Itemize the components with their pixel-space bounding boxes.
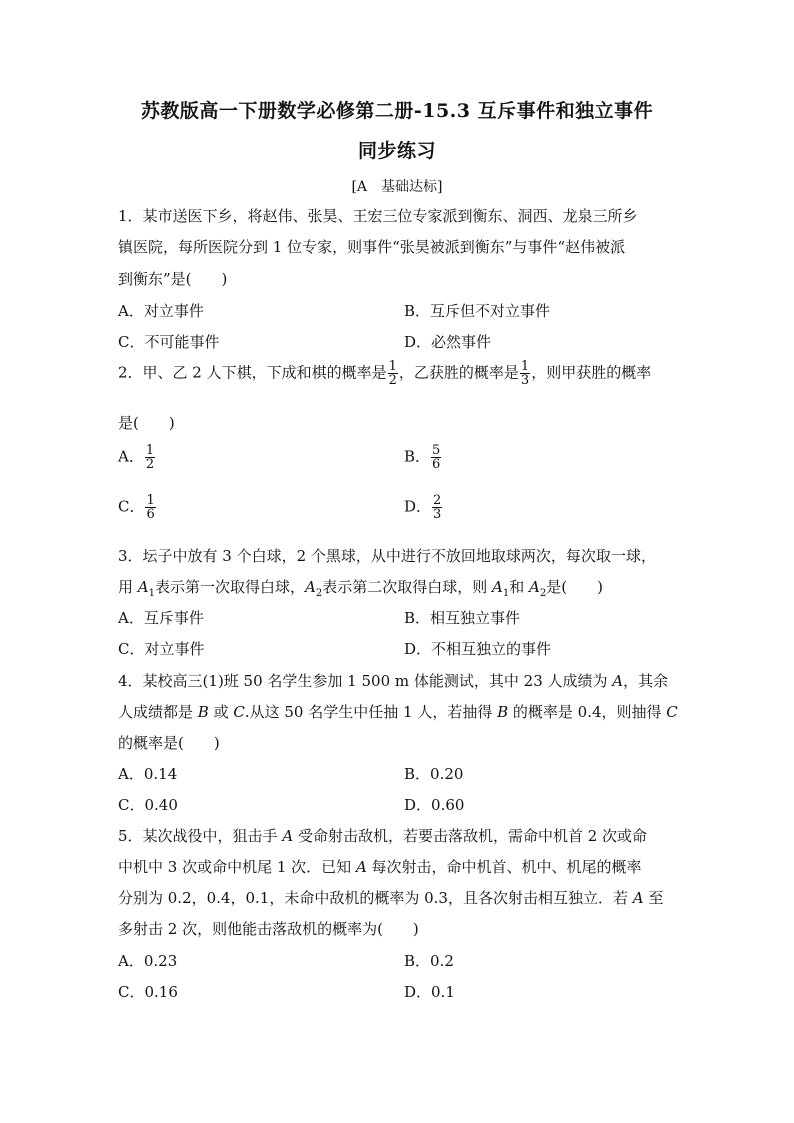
q3-text: 是( ) [546,578,603,596]
q1-option-d: D．必然事件 [404,333,492,351]
option-label: A． [118,447,144,466]
q3-option-b: B．相互独立事件 [404,609,521,627]
variable-a: A [305,578,316,596]
q3-line-1: 3．坛子中放有 3 个白球，2 个黑球，从中进行不放回地取球两次，每次取一球， [118,547,656,565]
q5-line-2 [118,856,680,877]
q4-line-3: 的概率是( ) [118,734,220,752]
fraction-denominator: 3 [433,507,442,522]
q5-text: 分别为 0.2，0.4，0.1，未命中敌机的概率为 0.3，且各次射击相互独立．若 [118,889,633,907]
variable-a: A [632,889,644,907]
q3-option-c: C．对立事件 [118,640,205,658]
variable-c: C [233,703,245,721]
q5-option-a: A．0.23 [118,952,178,970]
q2-option-d [404,494,443,521]
section-a-heading: [A 基础达标] [351,179,443,195]
fraction-numerator: 1 [388,359,397,374]
fraction-numerator: 1 [146,493,155,508]
q2-fraction-b-win [520,360,530,387]
option-fraction [431,444,441,471]
variable-a: A [282,827,294,845]
q1-option-b: B．互斥但不对立事件 [404,302,551,320]
fraction-denominator: 6 [146,507,155,522]
variable-b: B [197,703,209,721]
fraction-denominator: 2 [388,373,397,388]
q4-option-a: A．0.14 [118,765,178,783]
variable-c: C [666,703,678,721]
option-label: D． [404,497,432,516]
q3-option-a: A．互斥事件 [118,609,204,627]
q5-text: 每次射击，命中机首、机中、机尾的概率 [366,858,642,876]
subscript: 1 [148,588,155,599]
q2-fraction-draw [388,360,398,387]
q2-text-3: ，则甲获胜的概率 [531,363,652,382]
fraction-numerator: 1 [520,359,530,374]
q4-text: 的概率是 0.4，则抽得 [508,703,667,721]
q5-line-4: 多射击 2 次，则他能击落敌机的概率为( ) [118,920,419,938]
q2-option-c [118,494,157,521]
option-fraction [432,494,442,521]
q4-text: .从这 50 名学生中任抽 1 人，若抽得 [244,703,498,721]
option-fraction [145,444,155,471]
q3-text: 和 [509,578,530,596]
subscript: 2 [539,588,547,599]
document-title: 苏教版高一下册数学必修第二册-15.3 互斥事件和独立事件 [140,100,654,122]
q1-line-1: 1．某市送医下乡，将赵伟、张昊、王宏三位专家派到衡东、洞西、龙泉三所乡 [118,207,638,225]
q4-option-b: B．0.20 [404,765,464,783]
variable-a: A [355,858,367,876]
q4-text: ，其余 [623,672,669,690]
option-fraction [145,494,155,521]
variable-a: A [529,578,540,596]
fraction-numerator: 5 [432,443,441,458]
q5-text: 5．某次战役中，狙击手 [118,827,283,845]
q2-option-a [118,444,156,471]
q2-line-1 [118,360,680,387]
q4-line-2 [118,701,680,722]
q3-text: 用 [118,578,138,596]
subscript: 2 [315,588,323,599]
fraction-denominator: 6 [432,457,441,472]
variable-a: A [612,672,624,690]
fraction-numerator: 1 [145,443,155,458]
q2-option-b [404,444,442,471]
option-label: B． [404,447,431,466]
q4-option-d: D．0.60 [404,796,465,814]
q5-text: 至 [643,889,664,907]
q1-option-c: C．不可能事件 [118,333,220,351]
q4-option-c: C．0.40 [118,796,178,814]
q3-line-2 [118,576,680,599]
q2-text-2: ，乙获胜的概率是 [398,363,519,382]
q5-line-1 [118,825,680,846]
variable-b: B [497,703,509,721]
variable-a: A [137,578,149,596]
fraction-denominator: 2 [145,457,155,472]
q4-text: 4．某校高三(1)班 50 名学生参加 1 500 m 体能测试，其中 23 人成绩为 [118,672,613,690]
q5-option-d: D．0.1 [404,983,455,1001]
option-label: C． [118,497,145,516]
document-subtitle: 同步练习 [357,140,436,162]
q5-line-3 [118,887,680,908]
q4-line-1 [118,670,680,691]
q2-text-1: 2．甲、乙 2 人下棋，下成和棋的概率是 [118,363,387,382]
variable-a: A [492,578,503,596]
fraction-numerator: 2 [433,493,442,508]
q5-text: 中机中 3 次或命中机尾 1 次．已知 [118,858,356,876]
q5-option-b: B．0.2 [404,952,454,970]
q1-option-a: A．对立事件 [118,302,204,320]
q1-line-2: 镇医院，每所医院分到 1 位专家，则事件“张昊被派到衡东”与事件“赵伟被派 [118,238,626,256]
q2-line-2: 是( ) [118,414,175,432]
subscript: 1 [502,588,510,599]
q4-text: 人成绩都是 [118,703,198,721]
q3-text: 表示第二次取得白球，则 [322,578,493,596]
q4-text: 或 [208,703,234,721]
q3-option-d: D．不相互独立的事件 [404,640,552,658]
q3-text: 表示第一次取得白球， [155,578,306,596]
fraction-denominator: 3 [520,373,530,388]
q5-option-c: C．0.16 [118,983,178,1001]
q1-line-3: 到衡东”是( ) [118,270,228,288]
q5-text: 受命射击敌机，若要击落敌机，需命中机首 2 次或命 [293,827,648,845]
